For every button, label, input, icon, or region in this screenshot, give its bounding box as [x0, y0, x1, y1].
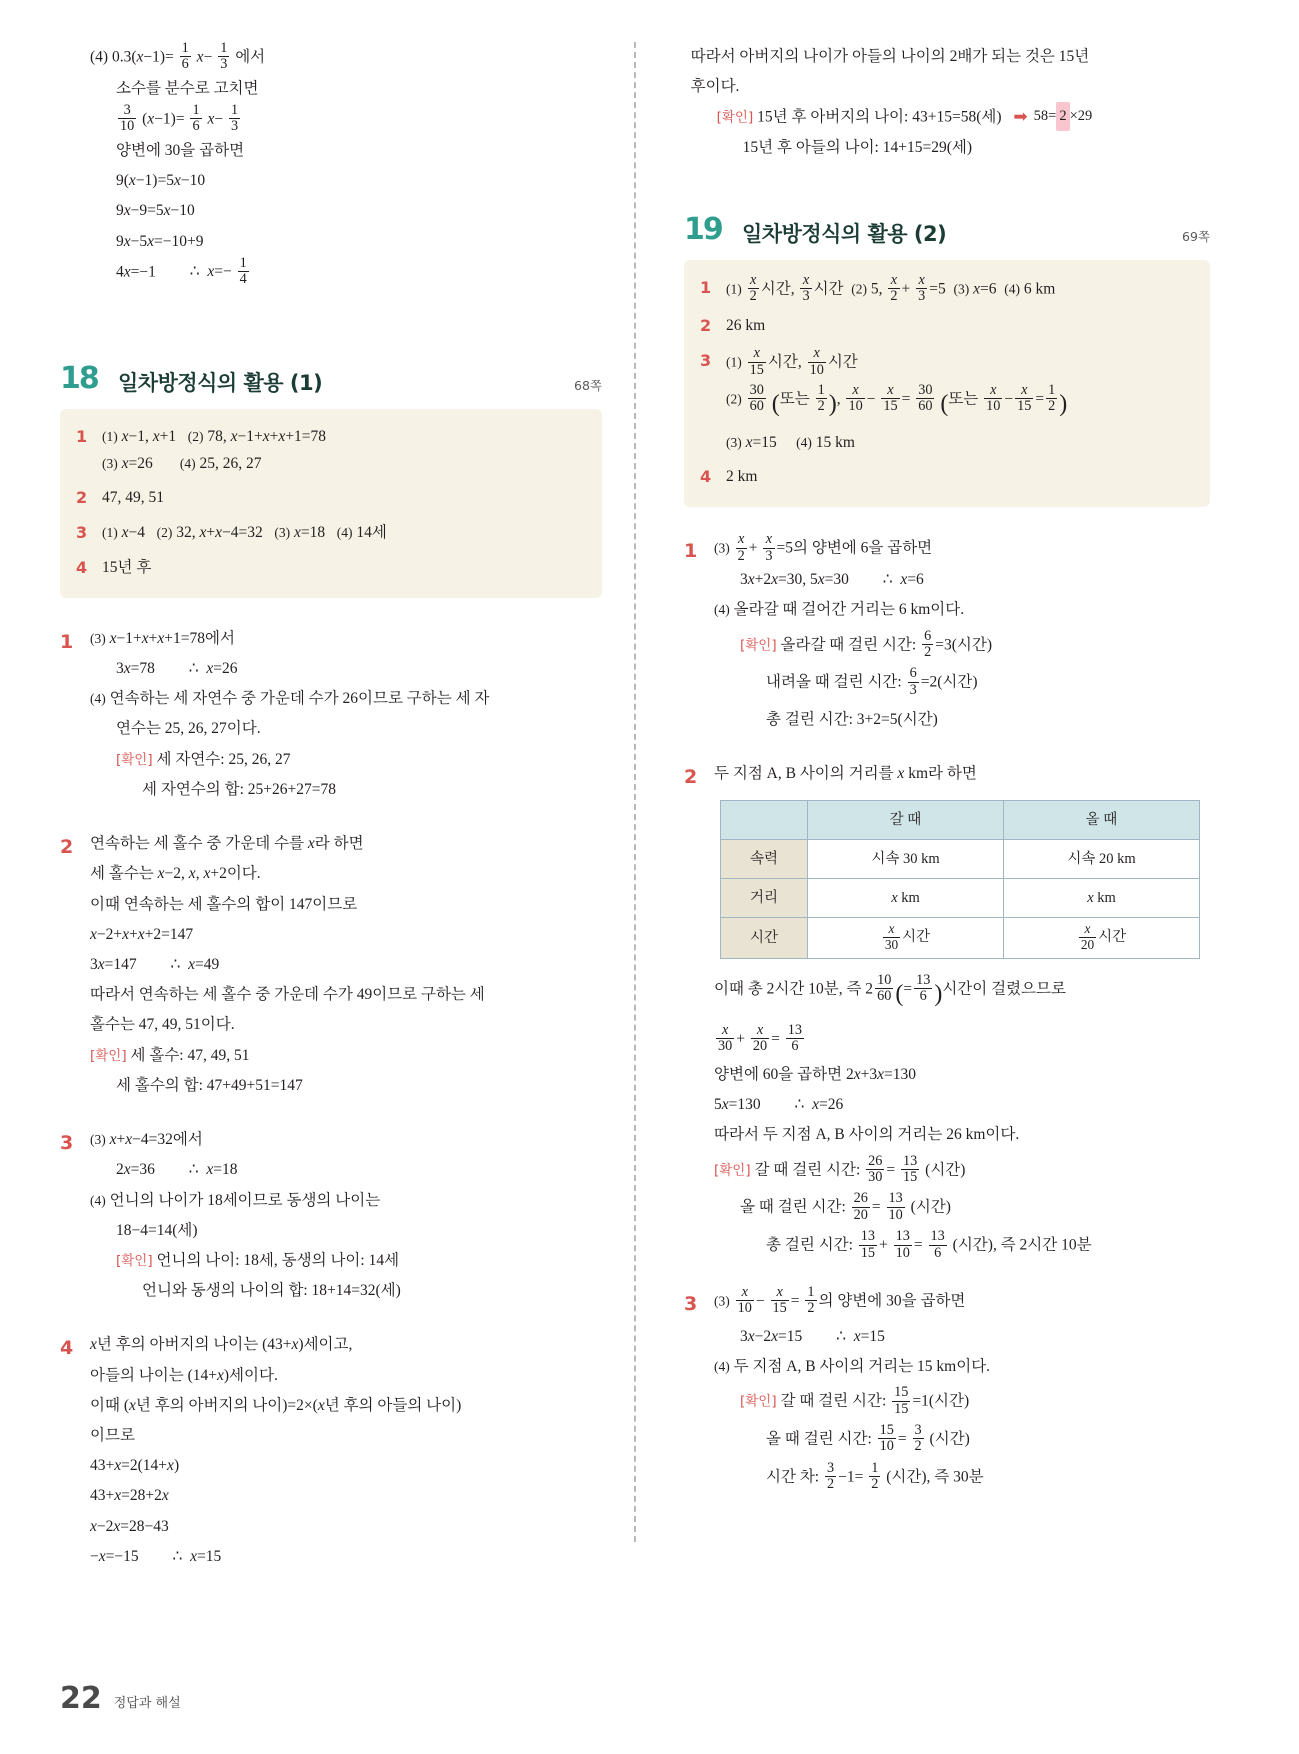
continuation-line-5: 9(x−1)=5x−10 — [116, 172, 206, 190]
cell-distance-back: x km — [1004, 879, 1200, 918]
check-line-2: 15년 후 아들의 나이: 14+15=29(세) — [742, 139, 973, 157]
solution-block-2 — [684, 759, 1210, 1262]
answer-body: 15년 후 — [102, 558, 152, 576]
answer-number: 3 — [700, 351, 712, 371]
answer-number: 3 — [76, 522, 88, 542]
solution-body: x년 후의 아버지의 나이는 (43+x)세이고, 아들의 나이는 (14+x)세이다. 이때 (x년 후의 아버지의 나이)=2×(x년 후의 아들의 나이) 이므로 43+x=2(14+x) 43+x=28+2x x−2x=28−43 −x=−15 ∴ x=15 — [90, 1336, 462, 1565]
table-row — [721, 839, 1200, 878]
solution-block-3 — [684, 1283, 1210, 1494]
right-column — [640, 42, 1210, 1602]
solution-block-4 — [60, 1330, 602, 1572]
solution-number: 4 — [60, 1337, 74, 1360]
section-page-ref: 68쪽 — [574, 377, 602, 393]
answer-body: (1) $\frac{x}{2}$ 시간, $\frac{x}{3}$ 시간 (2) 5, $\frac{x}{2}$ + $\frac{x}{3}$ =5 (3) x=6 (4) 6 km — [726, 271, 1056, 304]
row-label-time: 시간 — [721, 918, 808, 959]
solution-block-1 — [60, 624, 602, 805]
answer-body: 26 km — [726, 317, 766, 335]
solution-body: (3) $\frac{x}{10}$ − $\frac{x}{15}$ = $\frac{1}{2}$ 의 양변에 30을 곱하면 3x−2x=15 ∴ x=15 (4) 두 지점 A, B 사이의 거리는 15 km이다. [확인] 갈 때 걸린 시간: $\frac{15}{15}$ =1(시간) 올 때 걸린 시간: $\frac{15}{10}$ = $\frac{3}{2}$ (시간) 시간 차: $\frac{3}{2}$ −1= $\frac{1}{2}$ (시간), 즉 30분 — [714, 1283, 991, 1493]
solution-body: (3) x−1+x+x+1=78에서 3x=78 ∴ x=26 (4) 연속하는 세 자연수 중 가운데 수가 26이므로 구하는 세 자 연수는 25, 26, 27이다. [확인] 세 자연수: 25, 26, 27 세 자연수의 합: 25+26+27=78 — [90, 629, 490, 798]
table-header-go: 갈 때 — [808, 800, 1004, 839]
answer-number: 2 — [700, 316, 712, 336]
continuation-line-7: 9x−5x=−10+9 — [116, 232, 204, 250]
answer-row — [76, 484, 586, 512]
answer-body: (1) x−4 (2) 32, x+x−4=32 (3) x=18 (4) 14세 — [102, 523, 387, 541]
continuation-line-6: 9x−9=5x−10 — [116, 202, 195, 220]
solution-block-2 — [60, 829, 602, 1101]
row-label-distance: 거리 — [721, 879, 808, 918]
solution-number: 1 — [684, 540, 698, 563]
solution-block-1 — [684, 533, 1210, 735]
answer-row — [700, 312, 1194, 340]
continuation-line-2: 후이다. — [690, 78, 740, 96]
continuation-line-3: $\frac{3}{10}$ (x−1)= $\frac{1}{6}$ x− $\frac{1}{3}$ — [120, 102, 239, 135]
arrow-icon: ➡ — [1013, 107, 1028, 127]
section-header-19 — [684, 210, 1210, 250]
section-number-badge — [684, 210, 742, 250]
page-number: 22 — [60, 1681, 102, 1716]
solution-body: (3) x+x−4=32에서 2x=36 ∴ x=18 (4) 언니의 나이가 18세이므로 동생의 나이는 18−4=14(세) [확인] 언니의 나이: 18세, 동생의 나이: 14세 언니와 동생의 나이의 합: 18+14=32(세) — [90, 1131, 401, 1300]
section-number: 19 — [684, 211, 722, 247]
answer-body: 2 km — [726, 468, 758, 486]
table-header-back: 올 때 — [1004, 800, 1200, 839]
answer-row — [700, 463, 1194, 491]
cell-time-go: $\frac{x}{30}$ 시간 — [808, 918, 1004, 959]
check-label: [확인] — [716, 110, 754, 127]
continuation-line-8: 4x=−1 ∴ x=− $\frac{1}{4}$ — [116, 254, 247, 288]
left-column — [60, 42, 630, 1602]
continuation-line-1: (4) 0.3(x−1)= $\frac{1}{6}$ x− $\frac{1}{3}$ 에서 — [90, 40, 266, 73]
row-label-speed: 속력 — [721, 839, 808, 878]
section-number: 18 — [60, 360, 98, 396]
continuation-line-1: 따라서 아버지의 나이가 아들의 나이의 2배가 되는 것은 15년 — [690, 48, 1090, 65]
solution-body: (3) $\frac{x}{2}$ + $\frac{x}{3}$ =5의 양변에 6을 곱하면 3x+2x=30, 5x=30 ∴ x=6 (4) 올라갈 때 걸어간 거리는 6 km이다. [확인] 올라갈 때 걸린 시간: $\frac{6}{2}$ =3(시간) 내려올 때 걸린 시간: $\frac{6}{3}$ =2(시간) 총 걸린 시간: 3+2=5(시간) — [714, 531, 992, 729]
highlight-2: 2 — [1056, 102, 1069, 130]
footer-label: 정답과 해설 — [113, 1696, 181, 1711]
section-title: 일차방정식의 활용 (2) — [742, 221, 947, 246]
solution-number: 3 — [60, 1132, 74, 1155]
callout-58: ➡ 58= 2 ×29 — [1013, 102, 1092, 130]
answer-number: 2 — [76, 487, 88, 507]
answer-row — [76, 423, 586, 477]
solution-number: 2 — [684, 766, 698, 789]
cell-time-back: $\frac{x}{20}$ 시간 — [1004, 918, 1200, 959]
column-divider — [634, 42, 636, 1542]
table-row — [721, 918, 1200, 959]
table-row — [721, 879, 1200, 918]
section-number-badge — [60, 359, 118, 399]
cell-distance-go: x km — [808, 879, 1004, 918]
answer-row — [700, 347, 1194, 456]
two-column-layout — [60, 42, 1239, 1602]
answer-body: 47, 49, 51 — [102, 488, 164, 506]
answer-body: (1) $\frac{x}{15}$ 시간, $\frac{x}{10}$ 시간 (2) $\frac{30}{60}$ (또는 $\frac{1}{2}$ ), $\frac{x}{10}$ − $\frac{x}{15}$ = $\frac{30}{60}$ (또는 $\frac{x}{10}$ − $\frac{x}{15}$ = $\frac{1}{2}$ ) (3) x=15 (4) 15 km — [726, 345, 1068, 452]
continuation-line-2: 소수를 분수로 고치면 — [116, 79, 259, 97]
left-top-continuation — [60, 42, 602, 289]
answer-number: 4 — [76, 557, 88, 577]
answer-row — [76, 519, 586, 547]
section-page-ref: 69쪽 — [1182, 228, 1210, 244]
right-top-continuation — [684, 42, 1210, 164]
answer-row — [700, 271, 1194, 306]
answer-row — [76, 554, 586, 582]
solution-intro: 두 지점 A, B 사이의 거리를 x km라 하면 — [714, 765, 977, 783]
solution-number: 1 — [60, 630, 74, 653]
answer-number: 1 — [76, 426, 88, 446]
answers-box-18 — [60, 409, 602, 598]
section-header-18 — [60, 359, 602, 399]
check-line-1: [확인] 15년 후 아버지의 나이: 43+15=58(세) ➡ 58= 2 ×29 — [691, 102, 1210, 133]
solution-block-3 — [60, 1125, 602, 1306]
answers-box-19 — [684, 260, 1210, 508]
solution-body: 연속하는 세 홀수 중 가운데 수를 x라 하면 세 홀수는 x−2, x, x+2이다. 이때 연속하는 세 홀수의 합이 147이므로 x−2+x+x+2=147 3x=147 ∴ x=49 따라서 연속하는 세 홀수 중 가운데 수가 49이므로 구하는 세 홀수는 47, 49, 51이다. [확인] 세 홀수: 47, 49, 51 세 홀수의 합: 47+49+51=147 — [90, 835, 485, 1094]
speed-distance-time-table — [720, 800, 1200, 960]
solution-body: 두 지점 A, B 사이의 거리를 x km라 하면 갈 때 올 때 속력 시속 30 km 시속 20 km 거리 x km x km 시간 $\frac{x}{30}$ 시간 $\frac{x}{20}$ 시간 이때 총 2시간 10분, 즉 2 $\frac{10}{60}$ (= $\frac{13}{6}$ )시간이 걸렸으므로 $\frac{x}{30}$ + $\frac{x}{20}$ = $\frac{13}{6}$ 양변에 60을 곱하면 2x+3x=130 5x=130 ∴ x=26 따라서 두 지점 A, B 사이의 거리는 26 km이다. [확인] 갈 때 걸린 시간: $\frac{26}{30}$ = $\frac{13}{15}$ (시간) 올 때 걸린 시간: $\frac{26}{20}$ = $\frac{13}{10}$ (시간) 총 걸린 시간: $\frac{13}{15}$ + $\frac{13}{10}$ = $\frac{13}{6}$ (시간), 즉 2시간 10분 — [714, 759, 1210, 1262]
page-footer — [60, 1681, 181, 1716]
answer-number: 1 — [700, 277, 712, 297]
solution-number: 2 — [60, 836, 74, 859]
answer-number: 4 — [700, 467, 712, 487]
section-title: 일차방정식의 활용 (1) — [118, 370, 323, 395]
item-label: (4) — [90, 48, 109, 66]
continuation-line-4: 양변에 30을 곱하면 — [116, 141, 245, 159]
cell-speed-go: 시속 30 km — [808, 839, 1004, 878]
cell-speed-back: 시속 20 km — [1004, 839, 1200, 878]
solution-number: 3 — [684, 1292, 698, 1315]
table-header-blank — [721, 800, 808, 839]
answer-body: (1) x−1, x+1 (2) 78, x−1+x+x+1=78 (3) x=26 (4) 25, 26, 27 — [102, 427, 327, 472]
